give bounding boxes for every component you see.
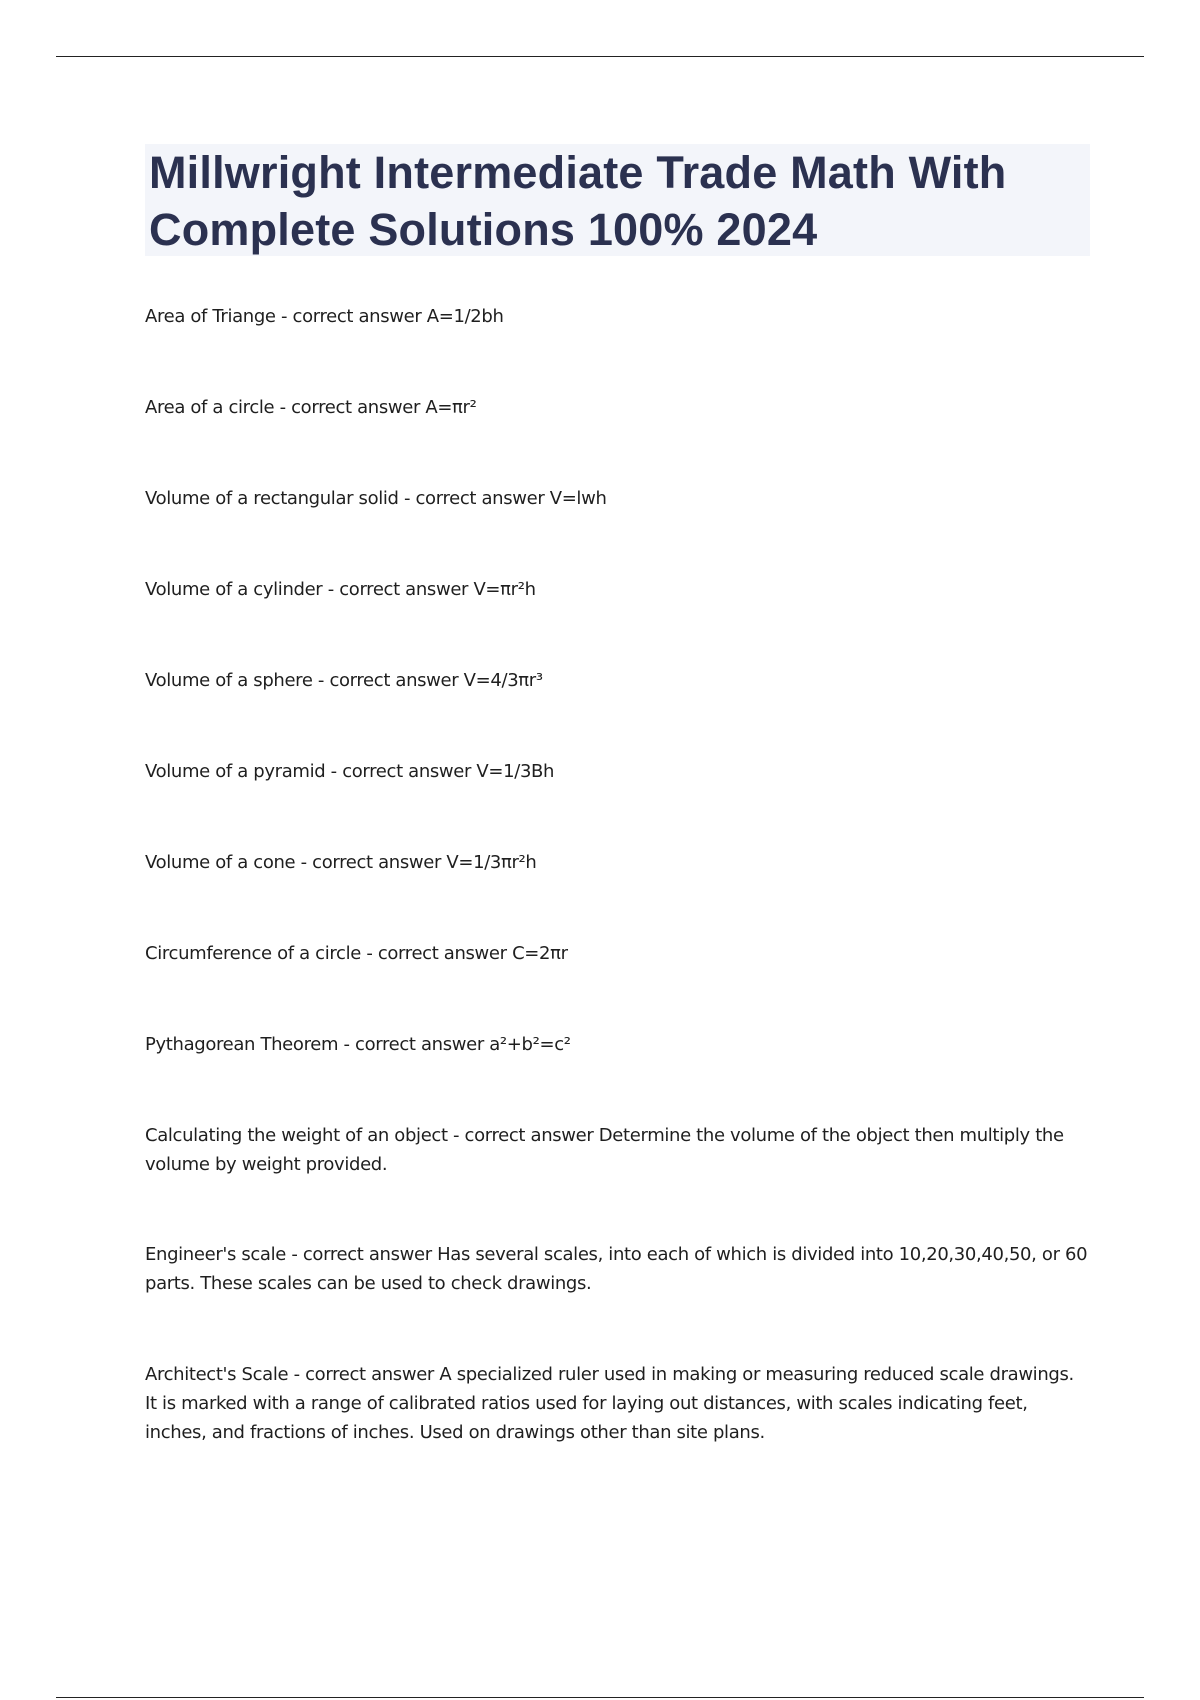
qa-item-engineers-scale: Engineer's scale - correct answer Has several scales, into each of which is divided into 10,20,30,40,50, or 60 parts. These scales can be used to check drawings. <box>145 1244 1088 1294</box>
bottom-rule <box>56 1697 1144 1698</box>
top-rule <box>56 56 1144 57</box>
qa-item-volume-rectangular-solid: Volume of a rectangular solid - correct answer V=lwh <box>145 488 607 509</box>
qa-item-circumference-circle: Circumference of a circle - correct answer C=2πr <box>145 943 568 964</box>
title-block <box>145 144 1090 256</box>
qa-item-pythagorean-theorem: Pythagorean Theorem - correct answer a²+b²=c² <box>145 1034 571 1055</box>
qa-item-volume-sphere: Volume of a sphere - correct answer V=4/3πr³ <box>145 670 543 691</box>
qa-item-area-circle: Area of a circle - correct answer A=πr² <box>145 397 477 418</box>
qa-item-area-triangle: Area of Triange - correct answer A=1/2bh <box>145 306 504 327</box>
document-title: Millwright Intermediate Trade Math With Complete Solutions 100% 2024 <box>149 147 1007 255</box>
qa-item-architects-scale: Architect's Scale - correct answer A specialized ruler used in making or measuring reduced scale drawings. It is marked with a range of calibrated ratios used for laying out distances, with scales indicating feet, inches, and fractions of inches. Used on drawings other than site plans. <box>145 1364 1074 1443</box>
qa-item-weight-of-object: Calculating the weight of an object - correct answer Determine the volume of the object then multiply the volume by weight provided. <box>145 1125 1064 1175</box>
qa-item-volume-cylinder: Volume of a cylinder - correct answer V=πr²h <box>145 579 536 600</box>
qa-item-volume-pyramid: Volume of a pyramid - correct answer V=1/3Bh <box>145 761 555 782</box>
qa-item-volume-cone: Volume of a cone - correct answer V=1/3πr²h <box>145 852 537 873</box>
